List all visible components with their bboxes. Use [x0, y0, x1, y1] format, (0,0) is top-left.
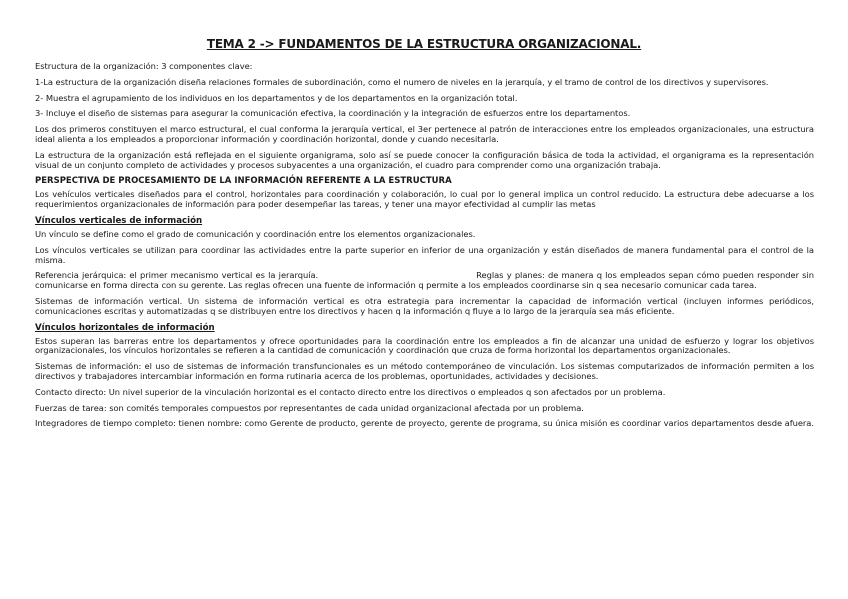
- paragraph-framework: Los dos primeros constituyen el marco estructural, el cual conforma la jerarquía vertical, el 3er pertenece al patrón de interacciones entre los empleados organizacionales, una estructura ideal alienta a los empleados a proporcionar información y coordinación horizontal, donde y cuando necesitarla.: [35, 124, 814, 144]
- paragraph-integrators: Integradores de tiempo completo: tienen nombre: como Gerente de producto, gerente de proyecto, gerente de programa, su única misión es coordinar varios departamentos desde afuera.: [35, 418, 814, 429]
- paragraph-vertical-links: Los vínculos verticales se utilizan para coordinar las actividades entre la parte superior en inferior de una organización y están diseñados de manera fundamental para el control de la misma.: [35, 244, 814, 265]
- section-heading-horizontal: Vínculos horizontales de información: [35, 322, 215, 333]
- rules-plans-text: Reglas y planes: de manera q los empleados sepan cómo pueden responder sin comunicarse en forma directa con su gerente. Las reglas ofrecen una fuente de información q permite a los empleados coordinarse sin q sea necesario comunicar cada tarea.: [35, 270, 814, 291]
- section-heading-vertical: Vínculos verticales de información: [35, 215, 203, 226]
- paragraph-horizontal-links: Estos superan las barreras entre los departamentos y ofrece oportunidades para la coordinación entre los empleados a fin de alcanzar una unidad de esfuerzo y lograr los objetivos organizacionales, los vínculos horizontales se refieren a la cantidad de comunicación y coordinación que cruza de forma horizontal los departamentos organizacionales.: [35, 335, 814, 356]
- paragraph-vehicles: Los vehículos verticales diseñados para el control, horizontales para coordinación y colaboración, lo cual por lo general implica un control reducido. La estructura debe adecuarse a los requerimientos organizacionales de información para poder desempeñar las tareas, y tener una mayor efectividad al cumplir las metas: [35, 189, 814, 210]
- paragraph-info-systems: Sistemas de información: el uso de sistemas de información transfuncionales es un método contemporáneo de vinculación. Los sistemas computarizados de información permiten a los directivos y trabajadores intercambiar información en forma rutinaria acerca de los problemas, oportunidades, actividades y decisiones.: [35, 361, 814, 381]
- paragraph-hierarchy-rules: [35, 271, 814, 291]
- page-title: TEMA 2 -> FUNDAMENTOS DE LA ESTRUCTURA ORGANIZACIONAL.: [206, 37, 642, 51]
- document-body: [35, 62, 814, 435]
- paragraph-component-2: 2- Muestra el agrupamiento de los individuos en los departamentos y de los departamentos en la organización total.: [35, 92, 518, 103]
- paragraph-component-3: 3- Incluye el diseño de sistemas para asegurar la comunicación efectiva, la coordinación y la integración de esfuerzos entre los departamentos.: [35, 108, 631, 119]
- hierarchy-reference-text: Referencia jerárquica: el primer mecanismo vertical es la jerarquía.: [35, 270, 319, 281]
- paragraph-direct-contact: Contacto directo: Un nivel superior de la vinculación horizontal es el contacto directo entre los directivos o empleados q son afectados por un problema.: [35, 386, 666, 397]
- paragraph-organigram: La estructura de la organización está reflejada en el siguiente organigrama, solo así se puede conocer la configuración básica de toda la actividad, el organigrama es la representación visual de un conjunto completo de actividades y procesos subyacentes a una organización, el cuadro para comprender como una organización trabaja.: [35, 149, 814, 170]
- paragraph-vertical-info-systems: Sistemas de información vertical. Un sistema de información vertical es otra estrategia para incrementar la capacidad de información vertical (incluyen informes periódicos, comunicaciones escritas y automatizadas q se distribuyen entre los directivos y hacen q la información q fluye a lo largo de la jerarquía sea más eficiente.: [35, 295, 814, 316]
- paragraph-link-definition: Un vínculo se define como el grado de comunicación y coordinación entre los elementos organizacionales.: [35, 228, 476, 239]
- section-heading-perspective: PERSPECTIVA DE PROCESAMIENTO DE LA INFORMACIÓN REFERENTE A LA ESTRUCTURA: [35, 176, 452, 187]
- paragraph-task-forces: Fuerzas de tarea: son comités temporales compuestos por representantes de cada unidad organizacional afectada por un problema.: [35, 402, 584, 413]
- paragraph-intro: Estructura de la organización: 3 componentes clave:: [35, 61, 253, 71]
- paragraph-component-1: 1-La estructura de la organización diseña relaciones formales de subordinación, como el numero de niveles en la jerarquía, y el tramo de control de los directivos y supervisores.: [35, 76, 769, 87]
